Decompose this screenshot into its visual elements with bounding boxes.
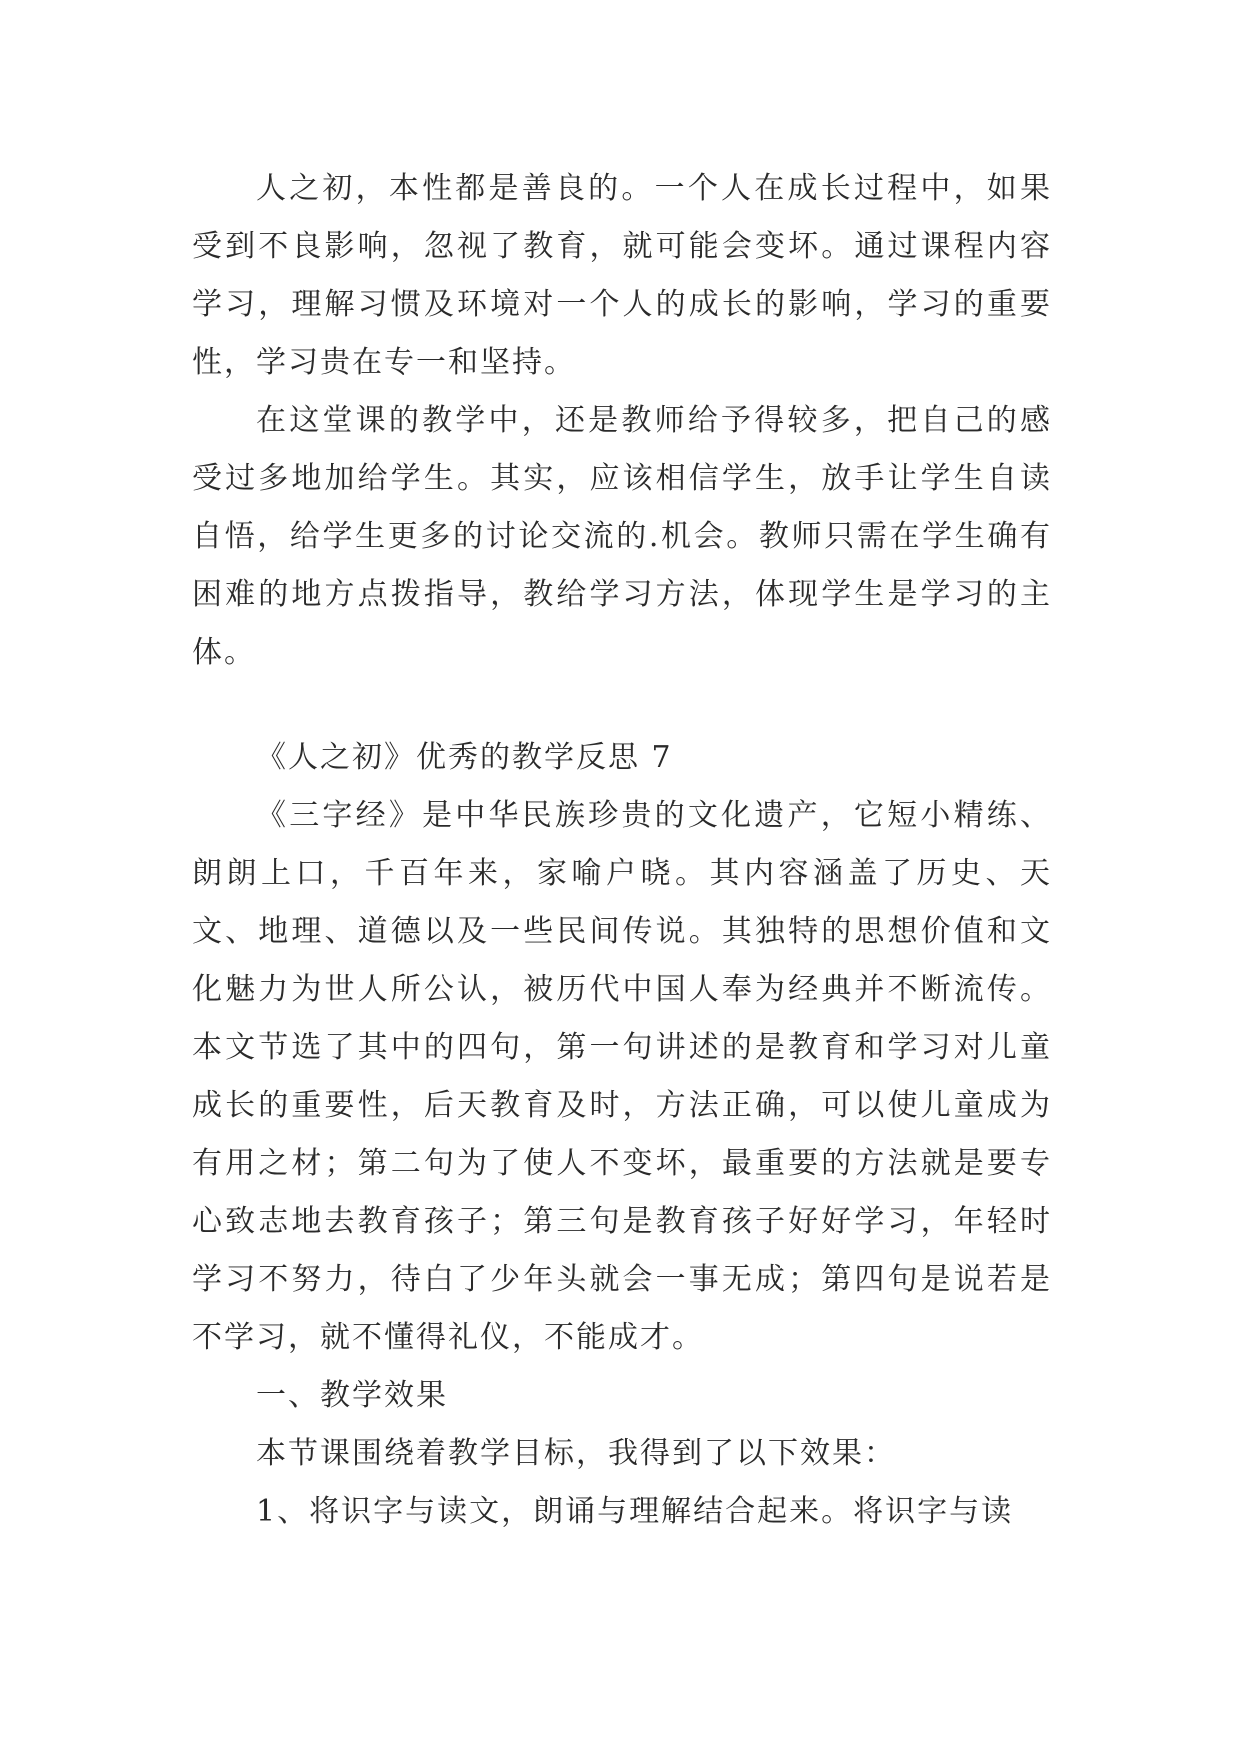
section-title: 《人之初》优秀的教学反思 7 [256, 740, 673, 775]
section-paragraph-1: 《三字经》是中华民族珍贵的文化遗产，它短小精练、朗朗上口，千百年来，家喻户晓。其内容涵盖了历史、天文、地理、道德以及一些民间传说。其独特的思想价值和文化魅力为世人所公认，被历代中国人奉为经典并不断流传。本文节选了其中的四句，第一句讲述的是教育和学习对儿童成长的重要性，后天教育及时，方法正确，可以使儿童成为有用之材；第二句为了使人不变坏，最重要的方法就是要专心致志地去教育孩子；第三句是教育孩子好好学习，年轻时学习不努力，待白了少年头就会一事无成；第四句是说若是不学习，就不懂得礼仪，不能成才。 [192, 798, 1052, 1355]
paragraph-1: 人之初，本性都是善良的。一个人在成长过程中，如果受到不良影响，忽视了教育，就可能会变坏。通过课程内容学习，理解习惯及环境对一个人的成长的影响，学习的重要性，学习贵在专一和坚持。 [192, 171, 1052, 380]
paragraph-2: 在这堂课的教学中，还是教师给予得较多，把自己的感受过多地加给学生。其实，应该相信学生，放手让学生自读自悟，给学生更多的讨论交流的.机会。教师只需在学生确有困难的地方点拨指导，教给学习方法，体现学生是学习的主体。 [192, 403, 1052, 670]
section-paragraph-2: 本节课围绕着教学目标，我得到了以下效果： [256, 1436, 896, 1471]
section-paragraph-3: 1、将识字与读文，朗诵与理解结合起来。将识字与读 [256, 1494, 1014, 1529]
section-heading-teaching-effect: 一、教学效果 [256, 1378, 448, 1413]
document-body [192, 160, 1052, 1541]
